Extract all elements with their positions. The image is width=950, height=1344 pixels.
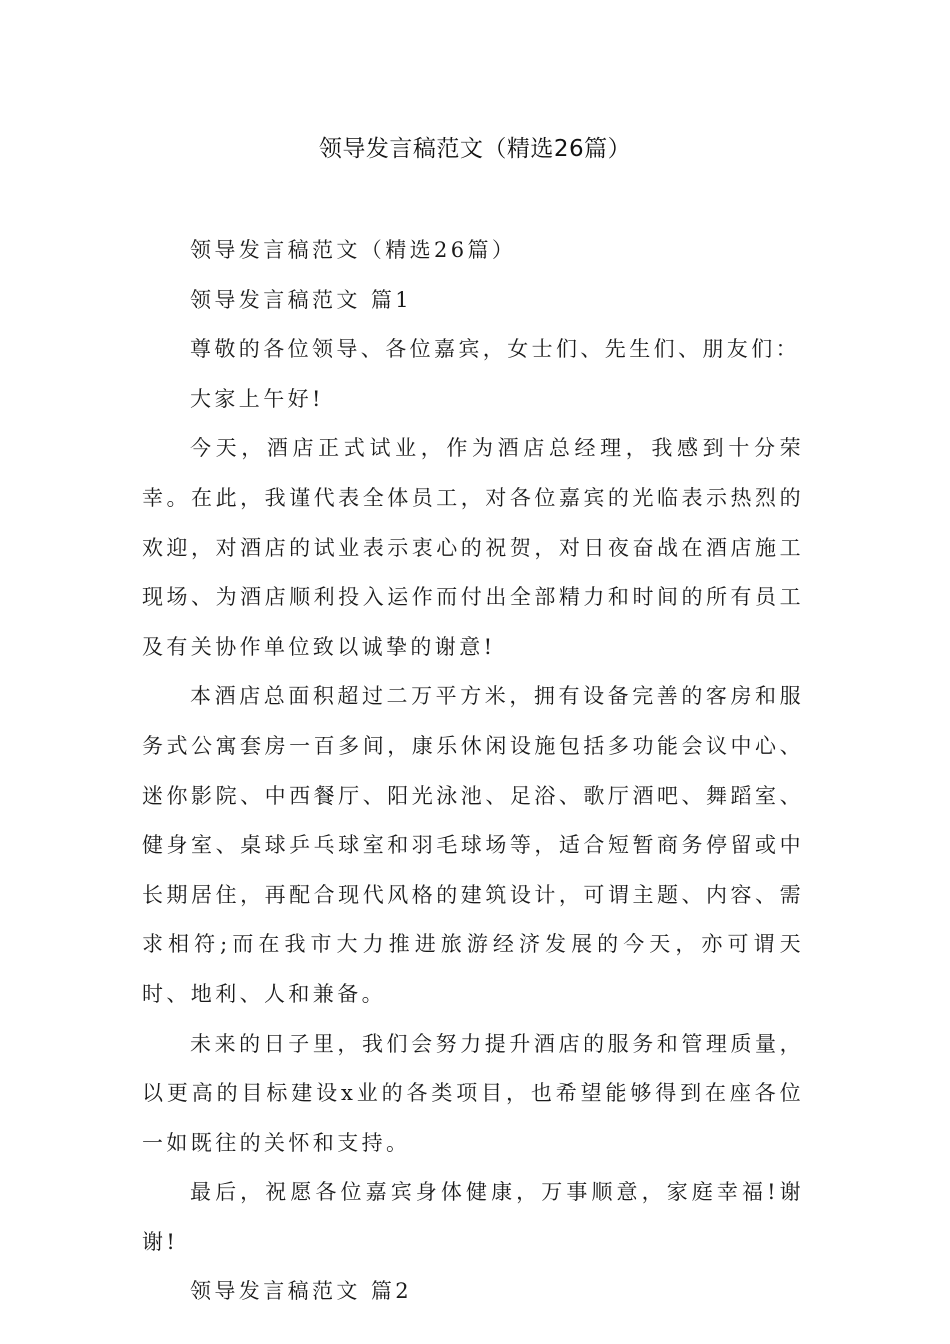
document-body [142,226,804,1317]
paragraph-hotel-facilities: 本酒店总面积超过二万平方米，拥有设备完善的客房和服务式公寓套房一百多间，康乐休闲设施包括多功能会议中心、迷你影院、中西餐厅、阳光泳池、足浴、歌厅酒吧、舞蹈室、健身室、桌球乒乓球室和羽毛球场等，适合短暂商务停留或中长期居住，再配合现代风格的建筑设计，可谓主题、内容、需求相符;而在我市大力推进旅游经济发展的今天，亦可谓天时、地利、人和兼备。 [142,684,804,1006]
section-heading-1: 领导发言稿范文 篇1 [190,287,413,312]
paragraph-future: 未来的日子里，我们会努力提升酒店的服务和管理质量，以更高的目标建设x业的各类项目，也希望能够得到在座各位一如既往的关怀和支持。 [142,1031,804,1155]
paragraph-salutation: 尊敬的各位领导、各位嘉宾，女士们、先生们、朋友们： [190,337,800,362]
section-heading-2: 领导发言稿范文 篇2 [190,1279,413,1304]
paragraph-subtitle: 领导发言稿范文（精选26篇） [190,238,517,262]
paragraph-closing: 最后，祝愿各位嘉宾身体健康，万事顺意，家庭幸福!谢谢! [142,1180,804,1254]
document-title: 领导发言稿范文（精选26篇） [318,136,632,162]
paragraph-opening: 今天，酒店正式试业，作为酒店总经理，我感到十分荣幸。在此，我谨代表全体员工，对各位嘉宾的光临表示热烈的欢迎，对酒店的试业表示衷心的祝贺，对日夜奋战在酒店施工现场、为酒店顺利投入运作而付出全部精力和时间的所有员工及有关协作单位致以诚挚的谢意! [142,436,804,659]
paragraph-greeting: 大家上午好! [190,386,324,411]
